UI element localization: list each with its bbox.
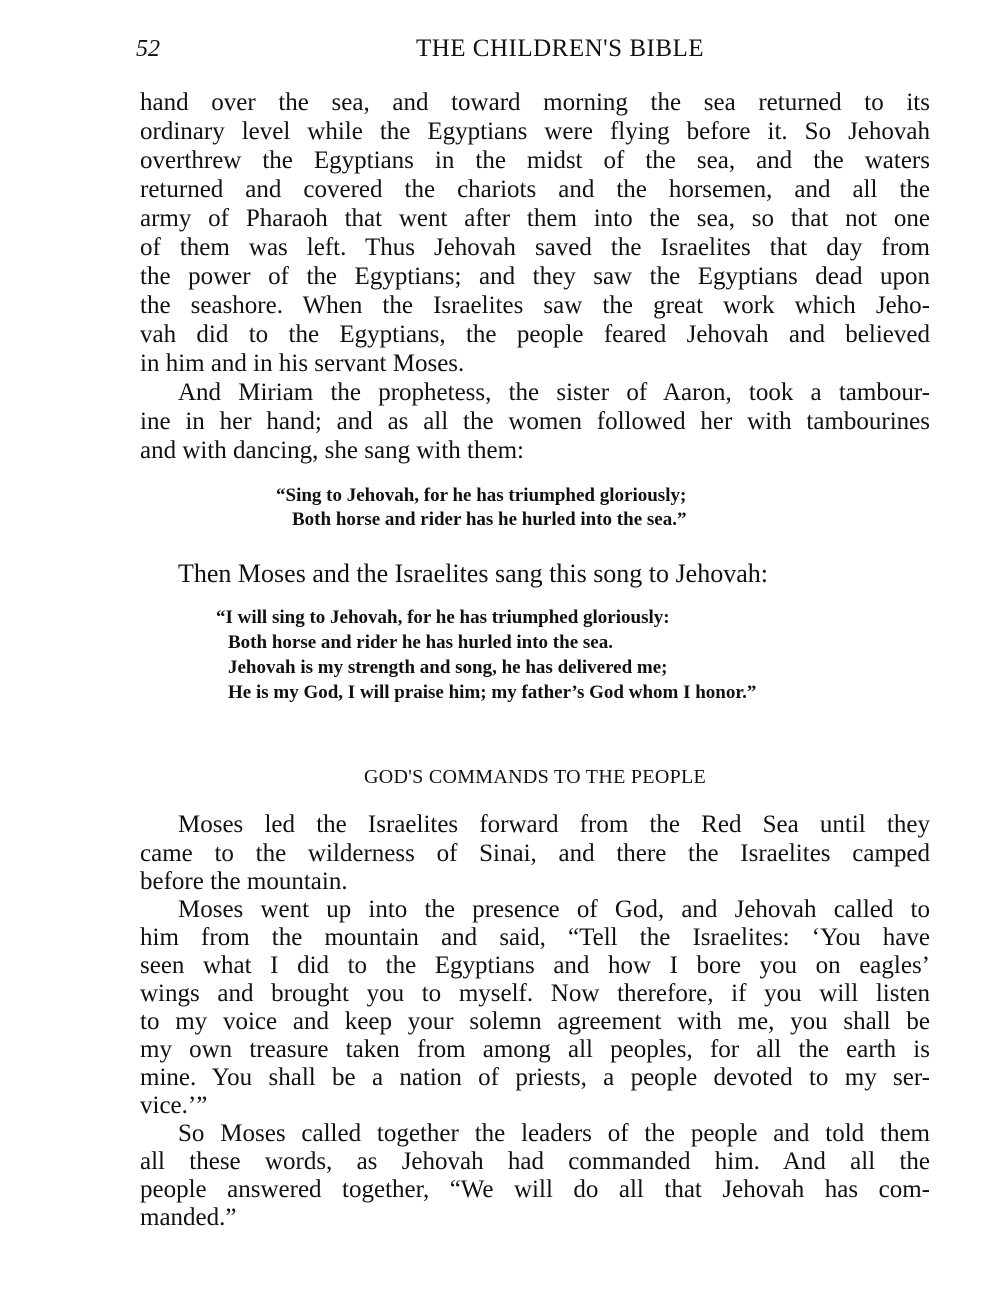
text-line: And Miriam the prophetess, the sister of Aaron, took a tambour- <box>178 379 930 406</box>
text-line: the power of the Egyptians; and they saw the Egyptians dead upon <box>140 263 930 290</box>
text-line: ordinary level while the Egyptians were flying before it. So Jehovah <box>140 118 930 145</box>
text-line: Moses went up into the presence of God, and Jehovah called to <box>178 896 930 923</box>
text-line: him from the mountain and said, “Tell the Israelites: ‘You have <box>140 924 930 951</box>
text-line: returned and covered the chariots and the horsemen, and all the <box>140 176 930 203</box>
text-line: army of Pharaoh that went after them into the sea, so that not one <box>140 205 930 232</box>
verse-line: Jehovah is my strength and song, he has delivered me; <box>228 657 668 678</box>
page-number: 52 <box>136 36 160 62</box>
text-line: all these words, as Jehovah had commanded him. And all the <box>140 1148 930 1175</box>
text-line: So Moses called together the leaders of the people and told them <box>178 1120 930 1147</box>
text-line: in him and in his servant Moses. <box>140 350 465 377</box>
section-heading: GOD'S COMMANDS TO THE PEOPLE <box>363 766 707 788</box>
text-line: came to the wilderness of Sinai, and there the Israelites camped <box>140 840 930 867</box>
verse-line: Both horse and rider he has hurled into the sea. <box>228 632 613 653</box>
verse-line: He is my God, I will praise him; my father’s God whom I honor.” <box>228 682 757 703</box>
text-line: mine. You shall be a nation of priests, a people devoted to my ser- <box>140 1064 930 1091</box>
text-line: to my voice and keep your solemn agreement with me, you shall be <box>140 1008 930 1035</box>
text-line: hand over the sea, and toward morning the sea returned to its <box>140 89 930 116</box>
text-line: wings and brought you to myself. Now therefore, if you will listen <box>140 980 930 1007</box>
text-line: before the mountain. <box>140 868 348 895</box>
verse-line: Both horse and rider has he hurled into the sea.” <box>292 509 687 530</box>
text-line: manded.” <box>140 1204 237 1231</box>
running-title: THE CHILDREN'S BIBLE <box>415 35 705 62</box>
text-line: seen what I did to the Egyptians and how I bore you on eagles’ <box>140 952 930 979</box>
verse-line: “Sing to Jehovah, for he has triumphed gloriously; <box>276 485 687 506</box>
text-line: people answered together, “We will do all that Jehovah has com- <box>140 1176 930 1203</box>
text-line: overthrew the Egyptians in the midst of the sea, and the waters <box>140 147 930 174</box>
text-line: vah did to the Egyptians, the people feared Jehovah and believed <box>140 321 930 348</box>
text-line: Moses led the Israelites forward from the Red Sea until they <box>178 811 930 838</box>
text-line: and with dancing, she sang with them: <box>140 437 524 464</box>
text-line: my own treasure taken from among all peoples, for all the earth is <box>140 1036 930 1063</box>
song-intro: Then Moses and the Israelites sang this song to Jehovah: <box>178 559 768 588</box>
text-line: vice.’” <box>140 1092 208 1119</box>
text-line: the seashore. When the Israelites saw the great work which Jeho- <box>140 292 930 319</box>
text-line: ine in her hand; and as all the women followed her with tambourines <box>140 408 930 435</box>
verse-line: “I will sing to Jehovah, for he has triumphed gloriously: <box>216 607 670 628</box>
text-line: of them was left. Thus Jehovah saved the Israelites that day from <box>140 234 930 261</box>
